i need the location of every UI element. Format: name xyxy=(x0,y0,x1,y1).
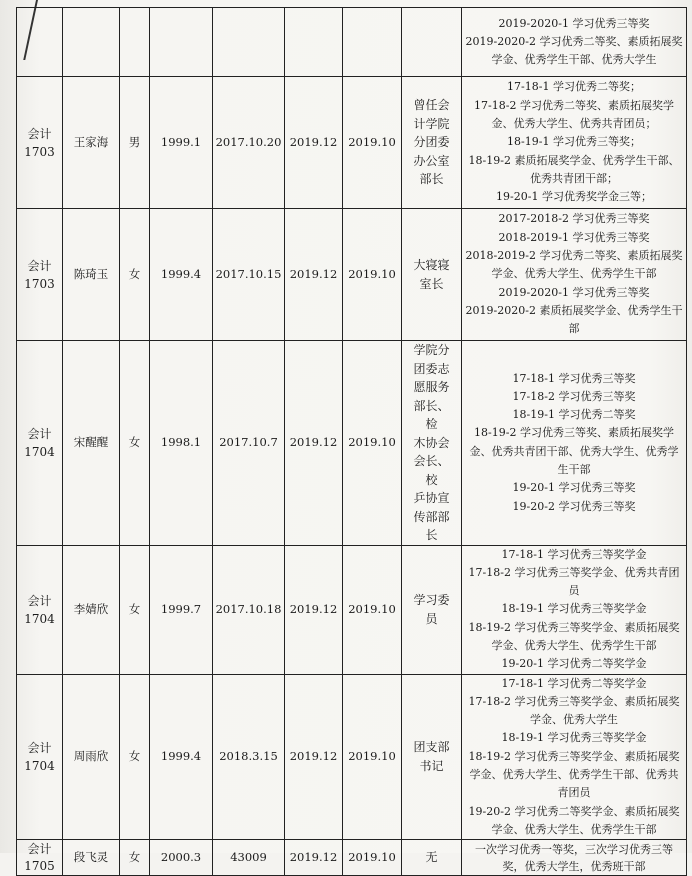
name-cell: 宋醒醒 xyxy=(63,341,120,546)
graduation-cell: 2019.12 xyxy=(285,77,343,209)
table-body xyxy=(17,8,687,876)
post-line: 部长、检 xyxy=(413,398,450,431)
class-cell: 会计 1704 xyxy=(17,341,63,546)
enroll-date-cell: 2017.10.7 xyxy=(213,341,285,546)
award-line: 17-18-2 学习优秀二等奖、素质拓展奖学金、优秀大学生、优秀共青团员； xyxy=(474,98,674,131)
post-line: 办公室 xyxy=(413,153,450,168)
birth-cell: 1999.4 xyxy=(150,209,213,341)
name-cell xyxy=(63,8,120,77)
birth-cell: 1999.7 xyxy=(150,545,213,674)
award-line: 19-20-1 学习优秀奖学金三等； xyxy=(496,190,652,204)
awards-cell xyxy=(462,77,687,209)
post-line: 计学院 xyxy=(413,116,450,131)
award-line: 18-19-2 素质拓展奖学金、优秀学生干部、优秀共青团干部； xyxy=(468,153,680,185)
class-cell: 会计 1704 xyxy=(17,545,63,674)
graduation-cell xyxy=(285,8,343,77)
class-cell: 会计 1703 xyxy=(17,209,63,341)
birth-cell: 1999.1 xyxy=(150,77,213,209)
table-row xyxy=(17,341,687,546)
table-row xyxy=(17,8,687,77)
award-line: 18-19-2 学习优秀三等奖学金、素质拓展奖学金、优秀大学生、优秀学生干部、优秀共青团员 xyxy=(468,749,680,800)
enroll-date-cell: 2018.3.15 xyxy=(213,674,285,840)
table-row xyxy=(17,674,687,840)
award-line: 2019-2020-1 学习优秀三等奖 xyxy=(498,16,650,30)
gender-cell: 女 xyxy=(120,209,150,341)
award-line: 2019-2020-2 素质拓展奖学金、优秀学生干部 xyxy=(465,303,683,336)
post-cell xyxy=(402,8,462,77)
apply-date-cell: 2019.10 xyxy=(343,840,402,876)
award-line: 2019-2020-2 学习优秀二等奖、素质拓展奖学金、优秀学生干部、优秀大学生 xyxy=(465,34,683,67)
award-line: 18-19-2 学习优秀三等奖、素质拓展奖学金、优秀共青团干部、优秀大学生、优秀学生干部 xyxy=(469,426,679,477)
post-line: 大寝寝 xyxy=(413,258,450,272)
gender-cell: 女 xyxy=(120,545,150,674)
award-line: 17-18-1 学习优秀三等奖 xyxy=(512,371,636,385)
award-line: 18-19-1 学习优秀二等奖 xyxy=(512,408,636,422)
graduation-cell: 2019.12 xyxy=(285,674,343,840)
enroll-date-cell: 2017.10.20 xyxy=(213,77,285,209)
post-line: 员 xyxy=(425,611,438,626)
enroll-date-cell: 2017.10.15 xyxy=(213,209,285,341)
apply-date-cell: 2019.10 xyxy=(343,209,402,341)
award-line: 2018-2019-1 学习优秀三等奖 xyxy=(498,230,650,244)
post-line: 学院分 xyxy=(413,343,450,357)
class-cell: 会计 1705 xyxy=(17,840,63,876)
post-line: 长 xyxy=(425,528,438,542)
class-cell: 会计 1703 xyxy=(17,77,63,209)
award-line: 17-18-2 学习优秀三等奖 xyxy=(512,389,636,403)
apply-date-cell: 2019.10 xyxy=(343,545,402,674)
gender-cell: 女 xyxy=(120,674,150,840)
gender-cell xyxy=(120,8,150,77)
award-line: 18-19-1 学习优秀三等奖； xyxy=(507,135,641,149)
gender-cell: 女 xyxy=(120,840,150,876)
table-row xyxy=(17,77,687,209)
graduation-cell: 2019.12 xyxy=(285,545,343,674)
post-line: 部长 xyxy=(419,172,444,187)
graduation-cell: 2019.12 xyxy=(285,209,343,341)
award-line: 2018-2019-2 学习优秀二等奖、素质拓展奖学金、优秀大学生、优秀学生干部 xyxy=(465,249,683,281)
awards-cell xyxy=(462,674,687,840)
awards-cell xyxy=(462,545,687,674)
post-line: 传部部 xyxy=(413,509,450,524)
class-cell xyxy=(17,8,63,77)
table-row xyxy=(17,840,687,876)
award-line: 2019-2020-1 学习优秀三等奖 xyxy=(498,285,650,299)
apply-date-cell xyxy=(343,8,402,77)
awards-cell xyxy=(462,341,687,546)
name-cell: 李婧欣 xyxy=(63,545,120,674)
award-line: 18-19-1 学习优秀三等奖学金 xyxy=(501,731,647,745)
award-line: 18-19-2 学习优秀三等奖学金、素质拓展奖学金、优秀大学生、优秀学生干部 xyxy=(468,620,680,652)
table-row xyxy=(17,209,687,341)
graduation-cell: 2019.12 xyxy=(285,341,343,546)
enroll-date-cell: 2017.10.18 xyxy=(213,545,285,674)
award-line: 19-20-2 学习优秀三等奖 xyxy=(512,499,636,513)
post-cell xyxy=(402,545,462,674)
awards-cell xyxy=(462,840,687,876)
award-line: 一次学习优秀一等奖，三次学习优秀三等奖，优秀大学生，优秀班干部 xyxy=(475,842,673,873)
post-cell xyxy=(402,674,462,840)
birth-cell xyxy=(150,8,213,77)
post-line: 无 xyxy=(425,850,438,865)
post-cell xyxy=(402,840,462,876)
award-line: 17-18-2 学习优秀三等奖学金、素质拓展奖学金、优秀大学生 xyxy=(468,694,680,727)
post-line: 室长 xyxy=(419,276,444,291)
birth-cell: 2000.3 xyxy=(150,840,213,876)
class-cell: 会计 1704 xyxy=(17,674,63,840)
awards-cell xyxy=(462,209,687,341)
apply-date-cell: 2019.10 xyxy=(343,77,402,209)
name-cell: 陈琦玉 xyxy=(63,209,120,341)
gender-cell: 女 xyxy=(120,341,150,546)
post-line: 团委志 xyxy=(413,361,450,376)
name-cell: 周雨欣 xyxy=(63,674,120,840)
award-line: 2017-2018-2 学习优秀三等奖 xyxy=(498,212,650,226)
post-cell xyxy=(402,209,462,341)
post-line: 愿服务 xyxy=(413,380,450,394)
post-line: 乒协宣 xyxy=(413,491,450,505)
graduation-cell: 2019.12 xyxy=(285,840,343,876)
post-line: 分团委 xyxy=(413,135,450,150)
award-line: 19-20-1 学习优秀三等奖 xyxy=(512,481,636,495)
birth-cell: 1999.4 xyxy=(150,674,213,840)
awards-cell xyxy=(462,8,687,77)
post-line: 会长、校 xyxy=(413,454,450,487)
award-line: 17-18-1 学习优秀三等奖学金 xyxy=(501,547,647,561)
post-cell xyxy=(402,77,462,209)
apply-date-cell: 2019.10 xyxy=(343,674,402,840)
name-cell: 段飞灵 xyxy=(63,840,120,876)
enroll-date-cell: 43009 xyxy=(213,840,285,876)
award-line: 17-18-1 学习优秀二等奖学金 xyxy=(501,676,647,690)
post-line: 学习委 xyxy=(413,593,450,608)
post-line: 团支部 xyxy=(413,740,450,755)
enroll-date-cell xyxy=(213,8,285,77)
gender-cell: 男 xyxy=(120,77,150,209)
award-line: 17-18-1 学习优秀二等奖； xyxy=(507,80,641,94)
post-line: 书记 xyxy=(419,758,444,773)
apply-date-cell: 2019.10 xyxy=(343,341,402,546)
award-line: 17-18-2 学习优秀三等奖学金、优秀共青团员 xyxy=(468,565,680,598)
student-awards-table xyxy=(16,7,687,876)
award-line: 19-20-2 学习优秀二等奖学金、素质拓展奖学金、优秀大学生、优秀学生干部 xyxy=(468,804,680,836)
award-line: 19-20-1 学习优秀二等奖学金 xyxy=(501,657,647,671)
post-line: 曾任会 xyxy=(413,98,450,113)
award-line: 18-19-1 学习优秀三等奖学金 xyxy=(501,602,647,616)
table-row xyxy=(17,545,687,674)
name-cell: 王家海 xyxy=(63,77,120,209)
post-line: 木协会 xyxy=(413,435,450,450)
post-cell xyxy=(402,341,462,546)
birth-cell: 1998.1 xyxy=(150,341,213,546)
